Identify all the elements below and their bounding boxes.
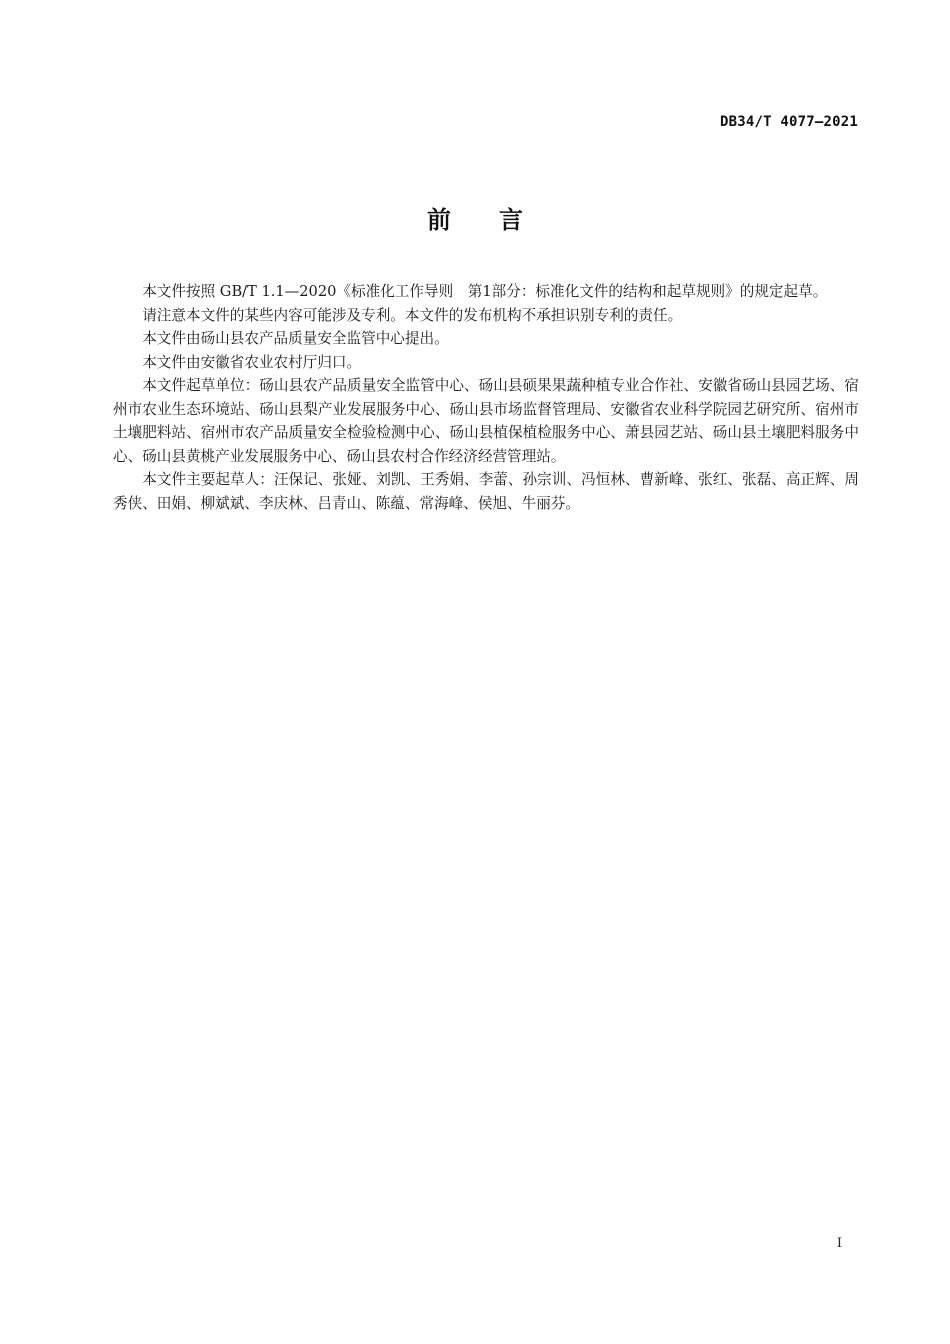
paragraph-drafting-rules: 本文件按照 GB/T 1.1—2020《标准化工作导则 第1部分：标准化文件的结构和起草规则》的规定起草。 xyxy=(142,283,828,300)
paragraph-drafters: 本文件主要起草人：汪保记、张娅、刘凯、王秀娟、李蕾、孙宗训、冯恒林、曹新峰、张红、张磊、高正辉、周秀侠、田娟、柳斌斌、李庆林、吕青山、陈蕴、常海峰、侯旭、牛丽芬。 xyxy=(113,471,859,512)
paragraph-proposer: 本文件由砀山县农产品质量安全监管中心提出。 xyxy=(142,330,449,347)
paragraph-drafting-units: 本文件起草单位：砀山县农产品质量安全监管中心、砀山县硕果果蔬种植专业合作社、安徽省砀山县园艺场、宿州市农业生态环境站、砀山县梨产业发展服务中心、砀山县市场监督管理局、安徽省农业科学院园艺研究所、宿州市土壤肥料站、宿州市农产品质量安全检验检测中心、砀山县植保植检服务中心、萧县园艺站、砀山县土壤肥料服务中心、砀山县黄桃产业发展服务中心、砀山县农村合作经济经营管理站。 xyxy=(113,377,859,465)
foreword-body xyxy=(113,280,859,515)
standard-number: DB34/T 4077—2021 xyxy=(719,114,858,130)
page-number: I xyxy=(836,1236,842,1251)
paragraph-patent-notice: 请注意本文件的某些内容可能涉及专利。本文件的发布机构不承担识别专利的责任。 xyxy=(142,306,683,324)
page-title: 前言 xyxy=(427,206,571,234)
paragraph-centralized-unit: 本文件由安徽省农业农村厅归口。 xyxy=(142,353,362,371)
